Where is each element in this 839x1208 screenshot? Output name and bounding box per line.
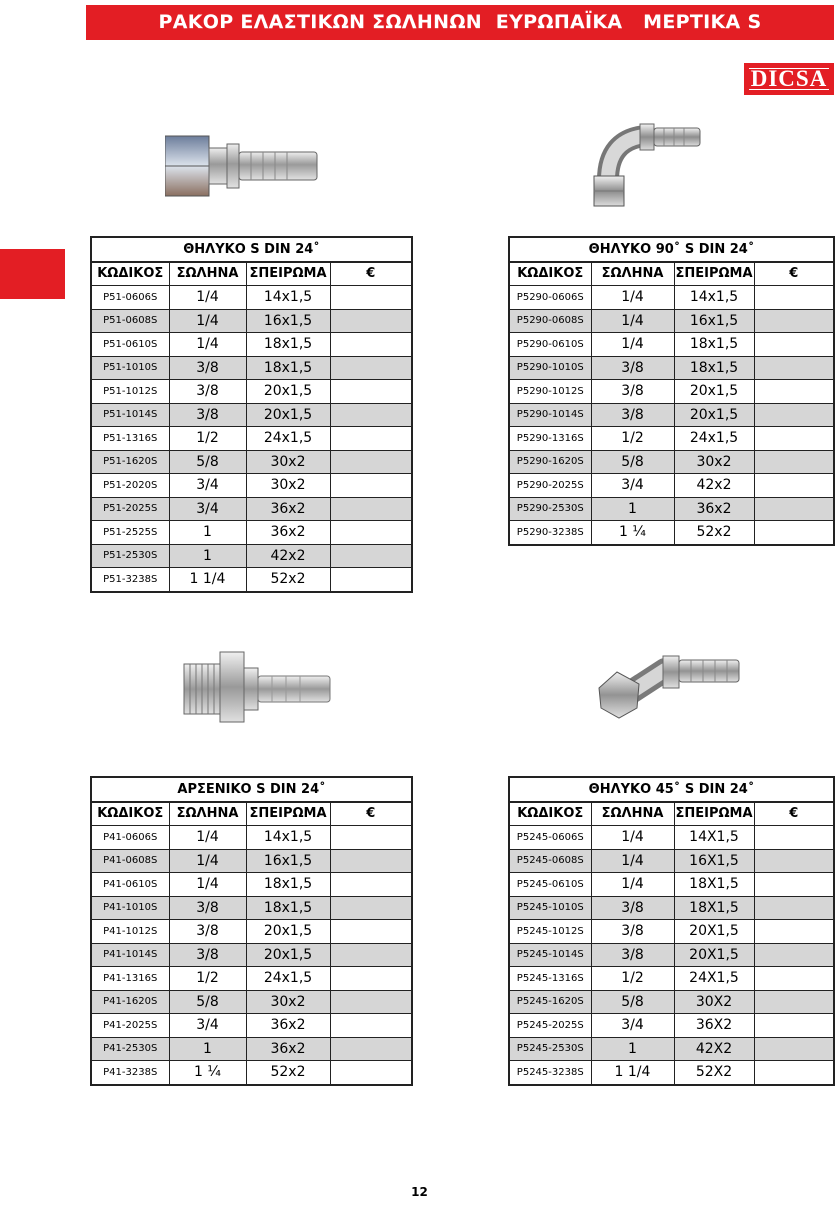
cell-code: P51-0608S — [91, 309, 169, 333]
cell-price — [330, 427, 412, 451]
cell-thread: 30x2 — [246, 990, 330, 1014]
cell-hose: 3/8 — [169, 943, 246, 967]
cell-code: P41-2530S — [91, 1037, 169, 1061]
cell-thread: 16x1,5 — [246, 309, 330, 333]
table-row — [91, 309, 412, 333]
cell-price — [754, 403, 834, 427]
cell-hose: 1/4 — [169, 286, 246, 310]
col-hose-header: ΣΩΛΗΝΑ — [169, 262, 246, 286]
cell-price — [330, 873, 412, 897]
col-thread-header: ΣΠΕΙΡΩΜΑ — [246, 262, 330, 286]
cell-price — [330, 568, 412, 592]
table-row — [509, 826, 834, 850]
cell-code: P5245-1010S — [509, 896, 591, 920]
cell-code: P51-1014S — [91, 403, 169, 427]
cell-thread: 20X1,5 — [674, 920, 754, 944]
cell-price — [754, 309, 834, 333]
table-row — [509, 990, 834, 1014]
table-row — [509, 849, 834, 873]
cell-thread: 30x2 — [246, 474, 330, 498]
cell-code: P5290-1014S — [509, 403, 591, 427]
cell-code: P51-1010S — [91, 356, 169, 380]
cell-hose: 1 — [591, 1037, 674, 1061]
cell-thread: 42X2 — [674, 1037, 754, 1061]
cell-hose: 1/4 — [591, 309, 674, 333]
cell-hose: 3/8 — [591, 920, 674, 944]
cell-hose: 5/8 — [591, 990, 674, 1014]
table-female-s-din24 — [90, 236, 413, 593]
page-number: 12 — [411, 1185, 428, 1199]
cell-hose: 1 ¼ — [169, 1061, 246, 1085]
cell-hose: 3/8 — [169, 403, 246, 427]
cell-price — [754, 521, 834, 545]
cell-thread: 14x1,5 — [246, 286, 330, 310]
cell-thread: 20x1,5 — [246, 920, 330, 944]
cell-thread: 24x1,5 — [246, 967, 330, 991]
cell-thread: 18x1,5 — [674, 333, 754, 357]
cell-code: P51-2020S — [91, 474, 169, 498]
cell-hose: 1/4 — [591, 286, 674, 310]
table-row — [509, 450, 834, 474]
cell-price — [754, 356, 834, 380]
cell-code: P41-1012S — [91, 920, 169, 944]
cell-price — [754, 1061, 834, 1085]
cell-code: P51-2530S — [91, 544, 169, 568]
col-thread-header: ΣΠΕΙΡΩΜΑ — [246, 802, 330, 826]
col-hose-header: ΣΩΛΗΝΑ — [169, 802, 246, 826]
cell-hose: 3/8 — [591, 896, 674, 920]
cell-hose: 3/4 — [591, 1014, 674, 1038]
logo-text: DICSA — [750, 66, 828, 91]
table-row — [91, 356, 412, 380]
cell-hose: 3/4 — [169, 1014, 246, 1038]
cell-price — [330, 544, 412, 568]
table-row — [91, 521, 412, 545]
table-row — [509, 356, 834, 380]
table-row — [509, 896, 834, 920]
cell-price — [330, 826, 412, 850]
cell-code: P41-0606S — [91, 826, 169, 850]
cell-code: P41-1316S — [91, 967, 169, 991]
table-female-90-s-din24 — [508, 236, 835, 546]
dicsa-logo — [744, 63, 834, 95]
cell-price — [330, 403, 412, 427]
cell-price — [330, 943, 412, 967]
cell-code: P51-1012S — [91, 380, 169, 404]
cell-hose: 1/4 — [591, 826, 674, 850]
cell-price — [754, 497, 834, 521]
cell-hose: 1/2 — [591, 967, 674, 991]
table-row — [91, 849, 412, 873]
col-price-header: € — [330, 262, 412, 286]
table-row — [509, 286, 834, 310]
male-fitting-image — [180, 650, 335, 725]
cell-code: P5290-0608S — [509, 309, 591, 333]
table-row — [91, 380, 412, 404]
cell-price — [754, 1037, 834, 1061]
table-row — [509, 920, 834, 944]
cell-code: P41-3238S — [91, 1061, 169, 1085]
cell-price — [330, 1037, 412, 1061]
table-row — [509, 474, 834, 498]
female-45-elbow-fitting-image — [595, 648, 745, 723]
table-row — [91, 427, 412, 451]
cell-hose: 1 1/4 — [591, 1061, 674, 1085]
cell-price — [754, 427, 834, 451]
female-90-elbow-fitting-image — [590, 118, 705, 213]
table-row — [91, 826, 412, 850]
cell-code: P41-1014S — [91, 943, 169, 967]
table-row — [91, 920, 412, 944]
cell-hose: 5/8 — [169, 990, 246, 1014]
table-row — [91, 896, 412, 920]
cell-price — [330, 474, 412, 498]
cell-thread: 36x2 — [246, 497, 330, 521]
table-row — [91, 544, 412, 568]
cell-code: P51-2525S — [91, 521, 169, 545]
col-code-header: ΚΩΔΙΚΟΣ — [509, 262, 591, 286]
cell-hose: 1 — [591, 497, 674, 521]
table-row — [91, 568, 412, 592]
cell-hose: 3/4 — [169, 497, 246, 521]
col-hose-header: ΣΩΛΗΝΑ — [591, 802, 674, 826]
cell-thread: 20X1,5 — [674, 943, 754, 967]
cell-code: P51-3238S — [91, 568, 169, 592]
cell-price — [330, 497, 412, 521]
table-row — [509, 380, 834, 404]
table-row — [91, 450, 412, 474]
cell-code: P5290-2025S — [509, 474, 591, 498]
cell-price — [754, 873, 834, 897]
cell-thread: 30X2 — [674, 990, 754, 1014]
table-row — [509, 873, 834, 897]
cell-code: P5245-1014S — [509, 943, 591, 967]
cell-hose: 3/8 — [169, 920, 246, 944]
col-thread-header: ΣΠΕΙΡΩΜΑ — [674, 262, 754, 286]
table-row — [509, 333, 834, 357]
col-price-header: € — [754, 262, 834, 286]
cell-code: P51-0606S — [91, 286, 169, 310]
cell-code: P41-2025S — [91, 1014, 169, 1038]
table-title: ΘΗΛΥΚΟ 45˚ S DIN 24˚ — [509, 777, 834, 802]
cell-thread: 18x1,5 — [246, 356, 330, 380]
cell-hose: 3/4 — [591, 474, 674, 498]
table-body — [509, 826, 834, 1085]
cell-code: P5290-3238S — [509, 521, 591, 545]
col-code-header: ΚΩΔΙΚΟΣ — [91, 262, 169, 286]
cell-thread: 52X2 — [674, 1061, 754, 1085]
cell-price — [330, 309, 412, 333]
cell-thread: 18x1,5 — [246, 873, 330, 897]
cell-thread: 24x1,5 — [674, 427, 754, 451]
table-row — [509, 497, 834, 521]
table-row — [509, 427, 834, 451]
table-row — [509, 403, 834, 427]
cell-thread: 36x2 — [246, 521, 330, 545]
cell-price — [754, 450, 834, 474]
col-hose-header: ΣΩΛΗΝΑ — [591, 262, 674, 286]
cell-thread: 36x2 — [246, 1037, 330, 1061]
cell-thread: 18X1,5 — [674, 896, 754, 920]
cell-hose: 1/4 — [591, 333, 674, 357]
cell-price — [754, 474, 834, 498]
cell-thread: 14x1,5 — [674, 286, 754, 310]
table-row — [91, 1061, 412, 1085]
cell-thread: 20x1,5 — [246, 403, 330, 427]
cell-thread: 24x1,5 — [246, 427, 330, 451]
cell-thread: 36X2 — [674, 1014, 754, 1038]
table-male-s-din24 — [90, 776, 413, 1086]
cell-price — [754, 990, 834, 1014]
cell-hose: 1/4 — [169, 873, 246, 897]
cell-code: P41-1620S — [91, 990, 169, 1014]
cell-hose: 5/8 — [169, 450, 246, 474]
table-row — [91, 967, 412, 991]
cell-hose: 3/8 — [169, 380, 246, 404]
cell-thread: 20x1,5 — [246, 380, 330, 404]
cell-code: P5245-1012S — [509, 920, 591, 944]
cell-thread: 42x2 — [674, 474, 754, 498]
cell-thread: 14x1,5 — [246, 826, 330, 850]
table-row — [91, 873, 412, 897]
cell-thread: 18x1,5 — [674, 356, 754, 380]
col-price-header: € — [754, 802, 834, 826]
cell-thread: 36x2 — [246, 1014, 330, 1038]
cell-hose: 1 1/4 — [169, 568, 246, 592]
cell-thread: 42x2 — [246, 544, 330, 568]
cell-price — [330, 990, 412, 1014]
cell-hose: 3/8 — [169, 896, 246, 920]
cell-thread: 52x2 — [246, 1061, 330, 1085]
cell-hose: 1 — [169, 521, 246, 545]
cell-code: P5245-0608S — [509, 849, 591, 873]
cell-price — [330, 380, 412, 404]
cell-thread: 20x1,5 — [674, 380, 754, 404]
cell-price — [330, 920, 412, 944]
cell-code: P5290-1010S — [509, 356, 591, 380]
cell-thread: 52x2 — [674, 521, 754, 545]
cell-hose: 1/4 — [591, 849, 674, 873]
cell-hose: 1/4 — [169, 333, 246, 357]
cell-hose: 1/4 — [169, 309, 246, 333]
female-straight-fitting-image — [165, 130, 320, 200]
cell-hose: 1/4 — [591, 873, 674, 897]
cell-code: P51-2025S — [91, 497, 169, 521]
cell-price — [754, 943, 834, 967]
cell-thread: 36x2 — [674, 497, 754, 521]
table-title: ΘΗΛΥΚΟ S DIN 24˚ — [91, 237, 412, 262]
table-row — [509, 521, 834, 545]
cell-code: P5245-3238S — [509, 1061, 591, 1085]
cell-price — [330, 896, 412, 920]
cell-thread: 16X1,5 — [674, 849, 754, 873]
col-price-header: € — [330, 802, 412, 826]
table-row — [91, 403, 412, 427]
table-row — [509, 1061, 834, 1085]
cell-hose: 3/8 — [591, 943, 674, 967]
cell-code: P5245-1620S — [509, 990, 591, 1014]
cell-price — [330, 450, 412, 474]
cell-hose: 3/8 — [169, 356, 246, 380]
cell-price — [754, 826, 834, 850]
cell-code: P41-1010S — [91, 896, 169, 920]
table-row — [91, 333, 412, 357]
table-row — [91, 990, 412, 1014]
table-row — [91, 943, 412, 967]
cell-thread: 16x1,5 — [246, 849, 330, 873]
cell-price — [754, 1014, 834, 1038]
cell-hose: 5/8 — [591, 450, 674, 474]
cell-hose: 1/2 — [591, 427, 674, 451]
col-code-header: ΚΩΔΙΚΟΣ — [509, 802, 591, 826]
cell-price — [754, 380, 834, 404]
table-body — [91, 826, 412, 1085]
cell-thread: 24X1,5 — [674, 967, 754, 991]
cell-price — [330, 849, 412, 873]
cell-thread: 18x1,5 — [246, 896, 330, 920]
cell-code: P5245-0610S — [509, 873, 591, 897]
cell-code: P5290-2530S — [509, 497, 591, 521]
cell-thread: 52x2 — [246, 568, 330, 592]
cell-thread: 18X1,5 — [674, 873, 754, 897]
cell-price — [754, 967, 834, 991]
cell-code: P5245-0606S — [509, 826, 591, 850]
col-code-header: ΚΩΔΙΚΟΣ — [91, 802, 169, 826]
table-row — [509, 309, 834, 333]
table-title: ΑΡΣΕΝΙΚΟ S DIN 24˚ — [91, 777, 412, 802]
cell-code: P41-0608S — [91, 849, 169, 873]
table-female-45-s-din24 — [508, 776, 835, 1086]
cell-thread: 30x2 — [674, 450, 754, 474]
cell-thread: 18x1,5 — [246, 333, 330, 357]
cell-code: P5290-0606S — [509, 286, 591, 310]
table-body — [91, 286, 412, 592]
table-row — [91, 1014, 412, 1038]
cell-hose: 1 — [169, 544, 246, 568]
page-banner: ΡΑΚΟΡ ΕΛΑΣΤΙΚΩΝ ΣΩΛΗΝΩΝ ΕΥΡΩΠΑΪΚΑ ΜΕΡΤΙΚΑ S — [86, 5, 834, 40]
cell-hose: 1/2 — [169, 967, 246, 991]
cell-price — [330, 356, 412, 380]
cell-hose: 3/8 — [591, 356, 674, 380]
col-thread-header: ΣΠΕΙΡΩΜΑ — [674, 802, 754, 826]
cell-code: P5290-1316S — [509, 427, 591, 451]
table-row — [91, 286, 412, 310]
table-title: ΘΗΛΥΚΟ 90˚ S DIN 24˚ — [509, 237, 834, 262]
cell-code: P5245-2025S — [509, 1014, 591, 1038]
cell-thread: 20x1,5 — [674, 403, 754, 427]
cell-hose: 3/4 — [169, 474, 246, 498]
cell-thread: 14X1,5 — [674, 826, 754, 850]
cell-code: P51-1620S — [91, 450, 169, 474]
table-row — [509, 1014, 834, 1038]
cell-price — [330, 967, 412, 991]
table-row — [509, 943, 834, 967]
cell-price — [330, 333, 412, 357]
cell-thread: 20x1,5 — [246, 943, 330, 967]
cell-hose: 1 — [169, 1037, 246, 1061]
cell-price — [330, 1061, 412, 1085]
cell-hose: 3/8 — [591, 380, 674, 404]
side-tab — [0, 249, 65, 299]
cell-price — [330, 286, 412, 310]
cell-price — [754, 896, 834, 920]
cell-code: P51-0610S — [91, 333, 169, 357]
cell-price — [754, 920, 834, 944]
table-row — [91, 1037, 412, 1061]
table-row — [91, 474, 412, 498]
cell-thread: 16x1,5 — [674, 309, 754, 333]
cell-code: P51-1316S — [91, 427, 169, 451]
cell-hose: 1/4 — [169, 826, 246, 850]
table-row — [509, 1037, 834, 1061]
cell-hose: 3/8 — [591, 403, 674, 427]
cell-price — [330, 521, 412, 545]
table-row — [91, 497, 412, 521]
cell-hose: 1 ¼ — [591, 521, 674, 545]
cell-price — [754, 849, 834, 873]
cell-code: P5290-0610S — [509, 333, 591, 357]
table-body — [509, 286, 834, 545]
cell-code: P5245-2530S — [509, 1037, 591, 1061]
cell-hose: 1/4 — [169, 849, 246, 873]
cell-price — [754, 286, 834, 310]
cell-price — [754, 333, 834, 357]
cell-code: P5245-1316S — [509, 967, 591, 991]
cell-hose: 1/2 — [169, 427, 246, 451]
cell-code: P5290-1012S — [509, 380, 591, 404]
cell-price — [330, 1014, 412, 1038]
cell-thread: 30x2 — [246, 450, 330, 474]
cell-code: P41-0610S — [91, 873, 169, 897]
cell-code: P5290-1620S — [509, 450, 591, 474]
table-row — [509, 967, 834, 991]
